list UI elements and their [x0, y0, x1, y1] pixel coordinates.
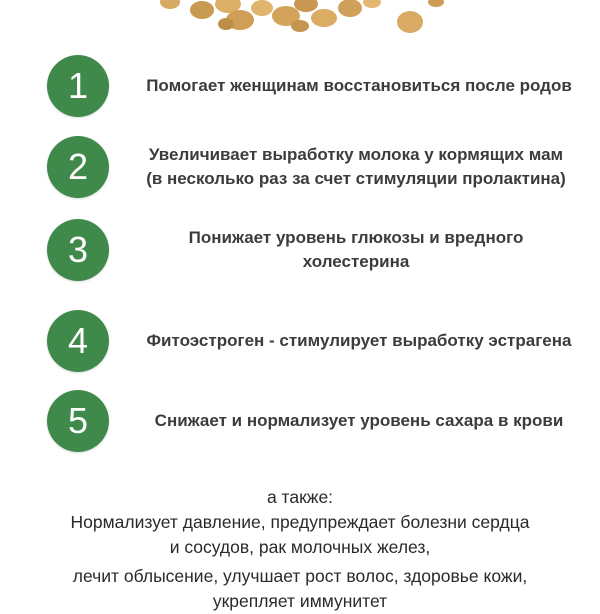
- number-badge-4: 4: [47, 310, 109, 372]
- benefit-text-3-line1: Понижает уровень глюкозы и вредного: [188, 228, 524, 247]
- benefit-item-2: [47, 136, 567, 202]
- footer-text: [0, 485, 600, 614]
- benefit-text-2: [121, 136, 591, 198]
- benefit-text-2-line1: Увеличивает выработку молока у кормящих мам: [148, 145, 564, 164]
- number-badge-1: 1: [47, 55, 109, 117]
- benefit-text-1: Помогает женщинам восстановиться после родов: [146, 76, 572, 95]
- benefit-text-2-line2: (в несколько раз за счет стимуляции пролактина): [146, 169, 566, 188]
- footer-line-1: Нормализует давление, предупреждает болезни сердца: [70, 512, 530, 532]
- number-badge-2: 2: [47, 136, 109, 198]
- footer-line-2: и сосудов, рак молочных желез,: [169, 537, 431, 557]
- benefit-item-4: [47, 310, 572, 376]
- benefit-item-5: [47, 390, 567, 456]
- footer-line-4: укрепляет иммунитет: [212, 591, 388, 611]
- fenugreek-seeds-image: [0, 0, 600, 50]
- benefit-text-5: Снижает и нормализует уровень сахара в крови: [154, 411, 564, 430]
- benefit-item-3: [47, 219, 567, 285]
- footer-line-3: лечит облысение, улучшает рост волос, здоровье кожи,: [72, 566, 528, 586]
- benefit-text-3: [121, 219, 591, 281]
- number-badge-3: 3: [47, 219, 109, 281]
- number-badge-5: 5: [47, 390, 109, 452]
- benefit-text-3-line2: холестерина: [302, 252, 410, 271]
- benefit-item-1: [47, 55, 572, 121]
- footer-intro: а также:: [266, 487, 334, 507]
- benefit-text-4: Фитоэстроген - стимулирует выработку эстрагена: [146, 331, 572, 350]
